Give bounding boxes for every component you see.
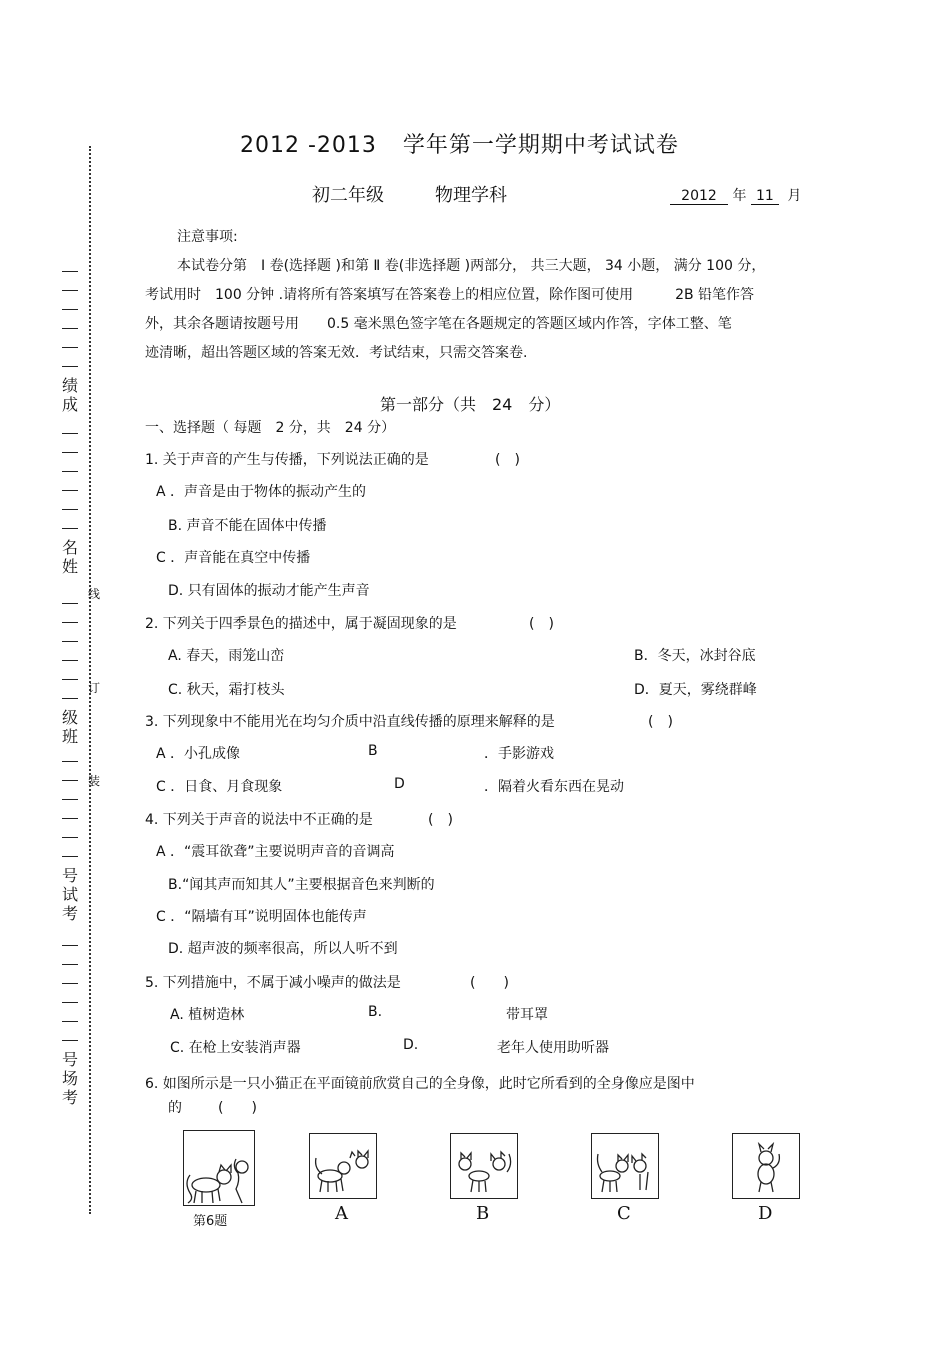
answer-paren: ( )	[495, 452, 520, 468]
option-d: 老年人使用助听器	[497, 1040, 609, 1056]
margin-char: 号	[61, 866, 78, 885]
binding-mark-staple: 订	[88, 681, 101, 695]
figure-label-b: B	[476, 1203, 490, 1224]
margin-char: 考	[61, 1088, 78, 1107]
margin-char: 姓	[61, 557, 78, 576]
question-3-stem: 3. 下列现象中不能用光在均匀介质中沿直线传播的原理来解释的是	[145, 714, 555, 730]
option-d-key: D	[394, 776, 405, 792]
option-b: B. 声音不能在固体中传播	[168, 518, 327, 534]
cat-icon	[733, 1134, 799, 1198]
name-field	[58, 424, 82, 576]
cat-icon	[310, 1134, 376, 1198]
cat-icon	[592, 1134, 658, 1198]
notice-line: 考试用时 100 分钟 .请将所有答案填写在答案卷上的相应位置，除作图可使用 2B 铅笔作答	[145, 287, 755, 303]
option-d: D. 超声波的频率很高，所以人听不到	[168, 941, 398, 957]
margin-char: 班	[61, 727, 78, 746]
notice-line: 外，其余各题请按题号用 0.5 毫米黑色签字笔在各题规定的答题区域内作答，字体工整、笔	[145, 316, 732, 332]
binding-mark-line: 线	[88, 587, 101, 601]
option-b: ．手影游戏	[484, 746, 554, 762]
option-a: A ．声音是由于物体的振动产生的	[156, 484, 367, 500]
option-a: A. 植树造林	[170, 1007, 245, 1023]
option-b: 带耳罩	[506, 1007, 548, 1023]
figure-option-c	[591, 1133, 659, 1199]
question-4-stem: 4. 下列关于声音的说法中不正确的是	[145, 812, 373, 828]
margin-char: 号	[61, 1050, 78, 1069]
figure-option-d	[732, 1133, 800, 1199]
option-c: C ．声音能在真空中传播	[156, 550, 311, 566]
option-b-key: B	[368, 743, 378, 759]
option-b: B．冬天，冰封谷底	[634, 648, 756, 664]
notice-heading: 注意事项:	[177, 229, 238, 245]
margin-char: 成	[61, 395, 78, 414]
binding-mark-bind: 装	[88, 774, 101, 788]
grade-label: 初二年级	[312, 185, 384, 206]
figure-caption: 第6题	[193, 1214, 228, 1229]
option-c: C ．“隔墙有耳”说明固体也能传声	[156, 909, 367, 925]
margin-char: 名	[61, 538, 78, 557]
mirror-figure	[183, 1130, 255, 1206]
cat-icon	[451, 1134, 517, 1198]
notice-line: 本试卷分第 Ⅰ 卷(选择题 )和第 Ⅱ 卷(非选择题 )两部分， 共三大题， 34 小题， 满分 100 分，	[177, 258, 766, 274]
question-6-stem: 6. 如图所示是一只小猫正在平面镜前欣赏自己的全身像，此时它所看到的全身像应是图中	[145, 1076, 695, 1092]
figure-label-d: D	[758, 1203, 773, 1224]
option-b: B.“闻其声而知其人”主要根据音色来判断的	[168, 877, 435, 893]
figure-option-b	[450, 1133, 518, 1199]
margin-char: 场	[61, 1069, 78, 1088]
option-d: D．夏天，雾绕群峰	[634, 682, 757, 698]
answer-paren: ( )	[529, 616, 554, 632]
option-a: A ．“震耳欲聋”主要说明声音的音调高	[156, 844, 395, 860]
question-6-stem-cont: 的	[168, 1100, 182, 1116]
page-title: 2012 -2013 学年第一学期期中考试试卷	[240, 133, 679, 158]
margin-char: 级	[61, 708, 78, 727]
option-c: C ．日食、月食现象	[156, 779, 283, 795]
answer-paren: ( )	[428, 812, 453, 828]
question-1-stem: 1. 关于声音的产生与传播，下列说法正确的是	[145, 452, 429, 468]
exam-date: 2012 年 11 月	[670, 185, 801, 205]
margin-char: 考	[61, 904, 78, 923]
option-d: D. 只有固体的振动才能产生声音	[168, 583, 370, 599]
score-field	[58, 262, 82, 414]
notice-line: 迹清晰，超出答题区域的答案无效．考试结束，只需交答案卷.	[145, 345, 528, 361]
answer-paren: ( )	[470, 975, 509, 991]
cat-icon	[184, 1131, 254, 1205]
part1-heading: 第一部分（共 24 分）	[380, 395, 561, 414]
margin-char: 试	[61, 885, 78, 904]
option-b-key: B.	[368, 1004, 383, 1020]
exam-room-field	[58, 936, 82, 1107]
question-5-stem: 5. 下列措施中，不属于减小噪声的做法是	[145, 975, 401, 991]
figure-label-a: A	[335, 1203, 348, 1224]
section-heading: 一、选择题（ 每题 2 分，共 24 分）	[145, 420, 396, 436]
answer-paren: ( )	[648, 714, 673, 730]
option-a: A. 春天，雨笼山峦	[168, 648, 285, 664]
figure-label-c: C	[617, 1203, 631, 1224]
option-d: ．隔着火看东西在晃动	[484, 779, 624, 795]
question-2-stem: 2. 下列关于四季景色的描述中，属于凝固现象的是	[145, 616, 457, 632]
class-field	[58, 594, 82, 746]
answer-paren: ( )	[218, 1100, 257, 1116]
option-c: C. 在枪上安装消声器	[170, 1040, 301, 1056]
margin-char: 绩	[61, 376, 78, 395]
subject-label: 物理学科	[435, 185, 507, 206]
option-c: C. 秋天，霜打枝头	[168, 682, 285, 698]
exam-number-field	[58, 752, 82, 923]
option-a: A ．小孔成像	[156, 746, 241, 762]
option-d-key: D.	[403, 1037, 419, 1053]
figure-option-a	[309, 1133, 377, 1199]
